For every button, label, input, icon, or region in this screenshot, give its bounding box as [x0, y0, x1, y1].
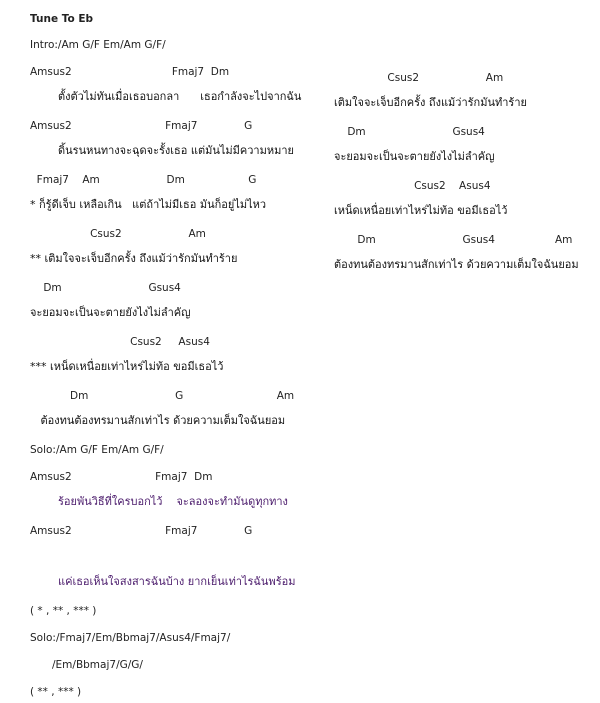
solo-chords: Solo:/Am G/F Em/Am G/F/: [30, 444, 164, 456]
right-chords-c: Csus2 Asus4: [334, 180, 491, 192]
right-chords-b: Dm Gsus4: [334, 126, 485, 138]
prechorus-lyric: * ก็รู้ดีเจ็บ เหลือเกิน แต่ถ้าไม่มีเธอ มันก็อยู่ไม่ไหว: [30, 198, 267, 211]
verse1-chords-a: Amsus2 Fmaj7 Dm: [30, 66, 230, 78]
verse1-lyric-b: ดิ้นรนหนทางจะฉุดจะรั้งเธอ แต่มันไม่มีความหมาย: [58, 144, 294, 157]
chorus-chords-c: Csus2 Asus4: [30, 336, 210, 348]
right-lyric-a: เติมใจจะเจ็บอีกครั้ง ถึงแม้ว่ารักมันทำร้าย: [334, 96, 527, 109]
right-chords-a: Csus2 Am: [334, 72, 504, 84]
solo2-chords-b: /Em/Bbmaj7/G/G/: [52, 659, 143, 671]
verse1-lyric-a: ตั้งตัวไม่ทันเมื่อเธอบอกลา เธอกำลังจะไปจากฉัน: [58, 90, 302, 103]
chorus-lyric-d: ต้องทนต้องทรมานสักเท่าไร ด้วยความเต็มใจฉันยอม: [30, 414, 286, 427]
chorus-chords-b: Dm Gsus4: [30, 282, 181, 294]
song-title: Tune To Eb: [30, 13, 94, 25]
verse2-lyric-b: แค่เธอเห็นใจสงสารฉันบ้าง ยากเย็นเท่าไรฉันพร้อม: [58, 575, 296, 588]
right-lyric-c: เหน็ดเหนื่อยเท่าไหร่ไม่ท้อ ขอมีเธอไว้: [334, 204, 508, 217]
verse2-lyric-a: ร้อยพันวิธีที่ใครบอกไว้ จะลองจะทำมันดูทุกทาง: [58, 495, 288, 508]
intro-chords: Intro:/Am G/F Em/Am G/F/: [30, 39, 166, 51]
prechorus-chords: Fmaj7 Am Dm G: [30, 174, 257, 186]
verse1-chords-b: Amsus2 Fmaj7 G: [30, 120, 253, 132]
verse2-chords-a: Amsus2 Fmaj7 Dm: [30, 471, 213, 483]
verse2-chords-b: Amsus2 Fmaj7 G: [30, 525, 253, 537]
right-lyric-d: ต้องทนต้องทรมานสักเท่าไร ด้วยความเต็มใจฉันยอม: [334, 258, 579, 271]
solo2-chords-a: Solo:/Fmaj7/Em/Bbmaj7/Asus4/Fmaj7/: [30, 632, 231, 644]
right-lyric-b: จะยอมจะเป็นจะตายยังไงไม่ลำคัญ: [334, 150, 495, 163]
chorus-lyric-c: *** เหน็ดเหนื่อยเท่าไหร่ไม่ท้อ ขอมีเธอไว้: [30, 360, 224, 373]
right-chords-d: Dm Gsus4 Am: [334, 234, 573, 246]
repeat-marker-2: ( ** , *** ): [30, 686, 82, 698]
chorus-lyric-a: ** เติมใจจะเจ็บอีกครั้ง ถึงแม้ว่ารักมันทำร้าย: [30, 252, 238, 265]
chorus-chords-d: Dm G Am: [30, 390, 295, 402]
chorus-chords-a: Csus2 Am: [30, 228, 206, 240]
repeat-marker-1: ( * , ** , *** ): [30, 605, 97, 617]
chorus-lyric-b: จะยอมจะเป็นจะตายยังไงไม่ลำคัญ: [30, 306, 191, 319]
